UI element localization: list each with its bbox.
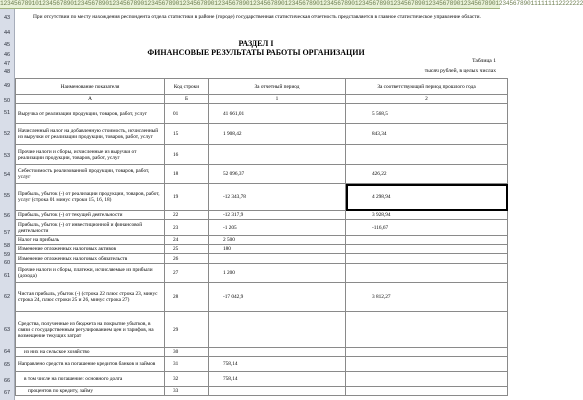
table-row bbox=[16, 184, 508, 211]
reporting-value-cell[interactable]: 180 bbox=[209, 245, 346, 254]
instruction-note[interactable]: При отсутствии по месту нахождения респондента отдела статистики в районе (городе) государственная статистическая отчетность представляется в главное статистическое управление области. bbox=[33, 14, 481, 20]
row-code-cell[interactable]: 25 bbox=[165, 245, 209, 254]
table-header-row bbox=[16, 79, 508, 95]
reporting-value-cell[interactable]: 41 661,01 bbox=[209, 104, 346, 124]
indicator-name-cell[interactable]: Чистая прибыль, убыток (-) (строка 22 плюс строка 23, минус строка 24, плюс строки 25 и 26, минус строка 27) bbox=[16, 283, 165, 312]
table-row bbox=[16, 236, 508, 245]
row-code-cell[interactable]: 24 bbox=[165, 236, 209, 245]
prior-value-cell[interactable]: 3 928,94 bbox=[346, 211, 508, 220]
reporting-value-cell[interactable]: 2 500 bbox=[209, 236, 346, 245]
prior-value-cell[interactable] bbox=[346, 348, 508, 357]
row-number[interactable]: 51 bbox=[3, 110, 11, 116]
table-row bbox=[16, 283, 508, 312]
reporting-value-cell[interactable]: -17 042,9 bbox=[209, 283, 346, 312]
prior-value-cell[interactable]: 843,34 bbox=[346, 124, 508, 145]
row-number[interactable]: 63 bbox=[3, 327, 11, 333]
indicator-name-cell[interactable]: Начисленный налог на добавленную стоимость, исчисленный из выручки от реализации продукции, товаров, работ, услуг bbox=[16, 124, 165, 145]
table-row bbox=[16, 372, 508, 387]
indicator-name-cell[interactable]: Прибыль, убыток (-) от текущей деятельности bbox=[16, 211, 165, 220]
reporting-value-cell[interactable] bbox=[209, 145, 346, 165]
reporting-value-cell[interactable]: -12 317,9 bbox=[209, 211, 346, 220]
row-code-cell[interactable]: 27 bbox=[165, 264, 209, 283]
table-row bbox=[16, 264, 508, 283]
prior-value-cell[interactable] bbox=[346, 236, 508, 245]
index-cell[interactable]: Б bbox=[165, 95, 209, 104]
row-code-cell[interactable]: 26 bbox=[165, 254, 209, 264]
reporting-value-cell[interactable]: -1 205 bbox=[209, 220, 346, 236]
table-row bbox=[16, 124, 508, 145]
reporting-value-cell[interactable] bbox=[209, 348, 346, 357]
indicator-name-cell[interactable]: Прибыль, убыток (-) от инвестиционной и финансовой деятельности bbox=[16, 220, 165, 236]
prior-value-cell[interactable]: 426,22 bbox=[346, 165, 508, 184]
row-number[interactable]: 60 bbox=[3, 260, 11, 266]
header-cell[interactable]: За отчетный период bbox=[209, 79, 346, 95]
table-index-row bbox=[16, 95, 508, 104]
row-number[interactable]: 62 bbox=[3, 294, 11, 300]
prior-value-cell[interactable] bbox=[346, 254, 508, 264]
index-cell[interactable]: 2 bbox=[346, 95, 508, 104]
row-number[interactable]: 59 bbox=[3, 252, 11, 258]
row-number[interactable]: 67 bbox=[3, 390, 11, 396]
row-number[interactable]: 58 bbox=[3, 243, 11, 249]
row-number[interactable]: 66 bbox=[3, 378, 11, 384]
reporting-value-cell[interactable] bbox=[209, 312, 346, 348]
row-code-cell[interactable]: 15 bbox=[165, 124, 209, 145]
row-code-cell[interactable]: 28 bbox=[165, 283, 209, 312]
row-number[interactable]: 43 bbox=[3, 15, 11, 21]
prior-value-cell[interactable] bbox=[346, 387, 508, 396]
row-code-cell[interactable]: 01 bbox=[165, 104, 209, 124]
row-number[interactable]: 64 bbox=[3, 349, 11, 355]
row-code-cell[interactable]: 33 bbox=[165, 387, 209, 396]
prior-value-cell[interactable]: 3 812,27 bbox=[346, 283, 508, 312]
row-code-cell[interactable]: 16 bbox=[165, 145, 209, 165]
row-number[interactable]: 48 bbox=[3, 69, 11, 75]
table-row bbox=[16, 211, 508, 220]
row-number[interactable]: 56 bbox=[3, 213, 11, 219]
row-code-cell[interactable]: 19 bbox=[165, 184, 209, 211]
reporting-value-cell[interactable]: 1 908,42 bbox=[209, 124, 346, 145]
row-number[interactable]: 44 bbox=[3, 30, 11, 36]
reporting-value-cell[interactable] bbox=[209, 387, 346, 396]
indicator-name-cell[interactable]: Налог на прибыль bbox=[16, 236, 165, 245]
indicator-name-cell[interactable]: Направлено средств на погашение кредитов банков и займов bbox=[16, 357, 165, 372]
financial-results-table bbox=[15, 78, 508, 396]
row-number[interactable]: 45 bbox=[3, 42, 11, 48]
prior-value-cell[interactable] bbox=[346, 312, 508, 348]
report-title[interactable]: ФИНАНСОВЫЕ РЕЗУЛЬТАТЫ РАБОТЫ ОРГАНИЗАЦИИ bbox=[147, 48, 365, 57]
indicator-name-cell[interactable]: Изменение отложенных налоговых активов bbox=[16, 245, 165, 254]
reporting-value-cell[interactable]: 758,14 bbox=[209, 357, 346, 372]
prior-value-cell[interactable]: 5 568,5 bbox=[346, 104, 508, 124]
table-row bbox=[16, 312, 508, 348]
indicator-name-cell[interactable]: из них на сельское хозяйство bbox=[16, 348, 165, 357]
indicator-name-cell[interactable]: Себестоимость реализованной продукции, товаров, работ, услуг bbox=[16, 165, 165, 184]
row-code-cell[interactable]: 29 bbox=[165, 312, 209, 348]
prior-value-cell[interactable] bbox=[346, 357, 508, 372]
indicator-name-cell[interactable]: Изменение отложенных налоговых обязательств bbox=[16, 254, 165, 264]
units-label[interactable]: тысяч рублей, в целых числах bbox=[424, 68, 496, 74]
row-code-cell[interactable]: 30 bbox=[165, 348, 209, 357]
row-number[interactable]: 55 bbox=[3, 193, 11, 199]
column-ruler: 1234567891012345678901234567890123456789012345678901234567890123456789012345678901234567890123456789012345678901234567890123456789012345678901234567890111111112222222 bbox=[0, 0, 583, 7]
row-number[interactable]: 65 bbox=[3, 362, 11, 368]
table-row bbox=[16, 357, 508, 372]
section-title[interactable]: РАЗДЕЛ I bbox=[238, 39, 274, 48]
row-number[interactable]: 49 bbox=[3, 83, 11, 89]
row-code-cell[interactable]: 23 bbox=[165, 220, 209, 236]
indicator-name-cell[interactable]: процентов по кредиту, займу bbox=[16, 387, 165, 396]
row-number[interactable]: 50 bbox=[3, 98, 11, 104]
indicator-name-cell[interactable]: в том числе на погашение: основного долга bbox=[16, 372, 165, 387]
row-number[interactable]: 61 bbox=[3, 273, 11, 279]
reporting-value-cell[interactable]: 52 096,37 bbox=[209, 165, 346, 184]
indicator-name-cell[interactable]: Средства, полученные из бюджета на покрытие убытков, в связи с государственным регулированием цен и тарифов, на возмещение текущих затрат bbox=[16, 312, 165, 348]
indicator-name-cell[interactable]: Выручка от реализации продукции, товаров, работ, услуг bbox=[16, 104, 165, 124]
index-cell[interactable]: А bbox=[16, 95, 165, 104]
row-number[interactable]: 54 bbox=[3, 172, 11, 178]
row-number[interactable]: 57 bbox=[3, 230, 11, 236]
row-number[interactable]: 46 bbox=[3, 52, 11, 58]
table-row bbox=[16, 254, 508, 264]
row-number[interactable]: 47 bbox=[3, 61, 11, 67]
reporting-value-cell[interactable]: 1 200 bbox=[209, 264, 346, 283]
row-number[interactable]: 52 bbox=[3, 131, 11, 137]
header-cell[interactable]: За соответствующий период прошлого года bbox=[346, 79, 508, 95]
table-row bbox=[16, 145, 508, 165]
prior-value-cell[interactable]: -116,67 bbox=[346, 220, 508, 236]
reporting-value-cell[interactable]: 758,14 bbox=[209, 372, 346, 387]
prior-value-cell[interactable] bbox=[346, 372, 508, 387]
table-row bbox=[16, 220, 508, 236]
prior-value-cell[interactable] bbox=[346, 145, 508, 165]
index-cell[interactable]: 1 bbox=[209, 95, 346, 104]
indicator-name-cell[interactable]: Прочие налоги и сборы, исчисленные из выручки от реализации продукции, товаров, работ, услуг bbox=[16, 145, 165, 165]
row-number[interactable]: 53 bbox=[3, 153, 11, 159]
indicator-name-cell[interactable]: Прочие налоги и сборы, платежи, исчисляемые из прибыли (дохода) bbox=[16, 264, 165, 283]
table-row bbox=[16, 104, 508, 124]
prior-value-cell[interactable] bbox=[346, 264, 508, 283]
table-row bbox=[16, 165, 508, 184]
row-code-cell[interactable]: 31 bbox=[165, 357, 209, 372]
table-row bbox=[16, 348, 508, 357]
reporting-value-cell[interactable] bbox=[209, 254, 346, 264]
row-code-cell[interactable]: 18 bbox=[165, 165, 209, 184]
row-code-cell[interactable]: 32 bbox=[165, 372, 209, 387]
prior-value-cell[interactable] bbox=[346, 245, 508, 254]
table-row bbox=[16, 245, 508, 254]
header-cell[interactable]: Код строки bbox=[165, 79, 209, 95]
indicator-name-cell[interactable]: Прибыль, убыток (-) от реализации продукции, товаров, работ, услуг (строка 01 минус строки 15, 16, 18) bbox=[16, 184, 165, 211]
reporting-value-cell[interactable]: -12 343,78 bbox=[209, 184, 346, 211]
row-code-cell[interactable]: 22 bbox=[165, 211, 209, 220]
table-number[interactable]: Таблица 1 bbox=[472, 58, 496, 64]
row-number-gutter bbox=[0, 9, 15, 400]
selected-prior-value-cell[interactable]: 4 298,94 bbox=[346, 184, 508, 211]
table-row bbox=[16, 387, 508, 396]
header-cell[interactable]: Наименование показателя bbox=[16, 79, 165, 95]
